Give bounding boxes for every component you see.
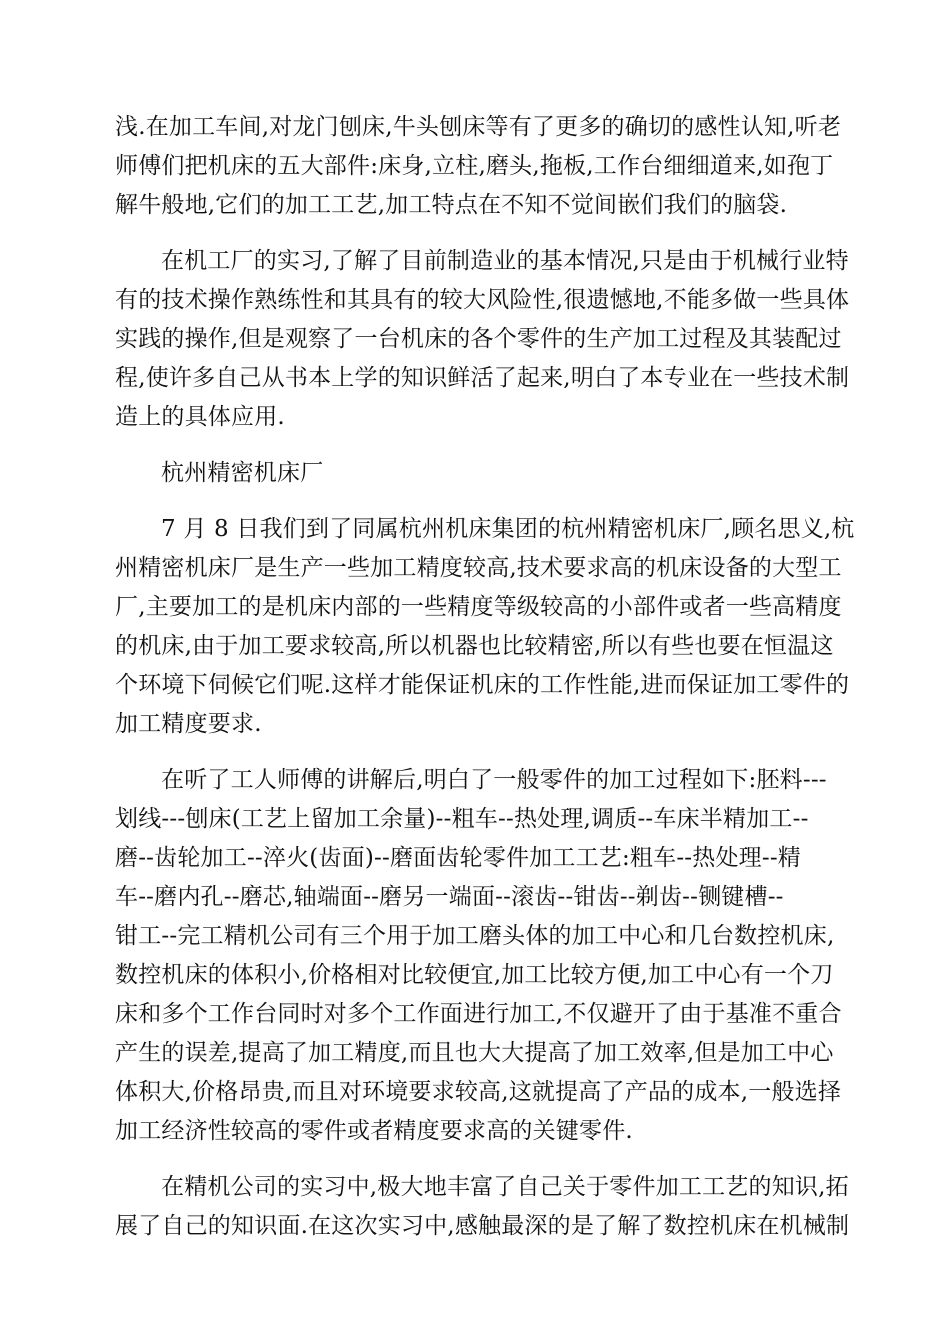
text-line: 在机工厂的实习,了解了目前制造业的基本情况,只是由于机械行业特 bbox=[161, 248, 849, 274]
document-body bbox=[115, 108, 855, 1263]
text-line: 展了自己的知识面.在这次实习中,感触最深的是了解了数控机床在机械制 bbox=[115, 1213, 850, 1239]
text-line: 磨--齿轮加工--淬火(齿面)--磨面齿轮零件加工工艺:粗车--热处理--精 bbox=[115, 845, 802, 871]
section-heading-text: 杭州精密机床厂 bbox=[161, 460, 324, 486]
paragraph-workshop-visit bbox=[115, 108, 842, 225]
text-line: 在精机公司的实习中,极大地丰富了自己关于零件加工工艺的知识,拓 bbox=[161, 1174, 849, 1200]
text-line: 程,使许多自己从书本上学的知识鲜活了起来,明白了本专业在一些技术制 bbox=[115, 365, 850, 391]
text-line: 加工精度要求. bbox=[115, 711, 262, 737]
text-line: 加工经济性较高的零件或者精度要求高的关键零件. bbox=[115, 1118, 633, 1144]
text-line: 州精密机床厂是生产一些加工精度较高,技术要求高的机床设备的大型工 bbox=[115, 555, 842, 581]
text-line: 的机床,由于加工要求较高,所以机器也比较精密,所以有些也要在恒温这 bbox=[115, 633, 834, 659]
text-line: 有的技术操作熟练性和其具有的较大风险性,很遗憾地,不能多做一些具体 bbox=[115, 287, 850, 313]
paragraph-machine-factory bbox=[115, 242, 850, 437]
text-line: 在听了工人师傅的讲解后,明白了一般零件的加工过程如下:胚料--- bbox=[161, 767, 827, 793]
text-line: 产生的误差,提高了加工精度,而且也大大提高了加工效率,但是加工中心 bbox=[115, 1040, 834, 1066]
text-line: 实践的操作,但是观察了一台机床的各个零件的生产加工过程及其装配过 bbox=[115, 326, 842, 352]
text-line: 数控机床的体积小,价格相对比较便宜,加工比较方便,加工中心有一个刀 bbox=[115, 962, 834, 988]
paragraph-machining-process bbox=[115, 761, 842, 1151]
text-line: 个环境下伺候它们呢.这样才能保证机床的工作性能,进而保证加工零件的 bbox=[115, 672, 850, 698]
text-line: 厂,主要加工的是机床内部的一些精度等级较高的小部件或者一些高精度 bbox=[115, 594, 842, 620]
text-line: 钳工--完工精机公司有三个用于加工磨头体的加工中心和几台数控机床, bbox=[115, 923, 835, 949]
text-line: 造上的具体应用. bbox=[115, 404, 285, 430]
section-heading bbox=[115, 454, 835, 493]
text-line: 划线---刨床(工艺上留加工余量)--粗车--热处理,调质--车床半精加工-- bbox=[115, 806, 809, 832]
text-line: 解牛般地,它们的加工工艺,加工特点在不知不觉间嵌们我们的脑袋. bbox=[115, 192, 788, 218]
text-line: 7 月 8 日我们到了同属杭州机床集团的杭州精密机床厂,顾名思义,杭 bbox=[161, 516, 855, 542]
paragraph-precision-factory bbox=[115, 510, 855, 744]
text-line: 浅.在加工车间,对龙门刨床,牛头刨床等有了更多的确切的感性认知,听老 bbox=[115, 114, 842, 140]
text-line: 车--磨内孔--磨芯,轴端面--磨另一端面--滚齿--钳齿--剃齿--铡键槽-- bbox=[115, 884, 784, 910]
text-line: 床和多个工作台同时对多个工作面进行加工,不仅避开了由于基准不重合 bbox=[115, 1001, 842, 1027]
paragraph-internship-summary bbox=[115, 1168, 850, 1246]
text-line: 师傅们把机床的五大部件:床身,立柱,磨头,拖板,工作台细细道来,如孢丁 bbox=[115, 153, 834, 179]
text-line: 体积大,价格昂贵,而且对环境要求较高,这就提高了产品的成本,一般选择 bbox=[115, 1079, 842, 1105]
